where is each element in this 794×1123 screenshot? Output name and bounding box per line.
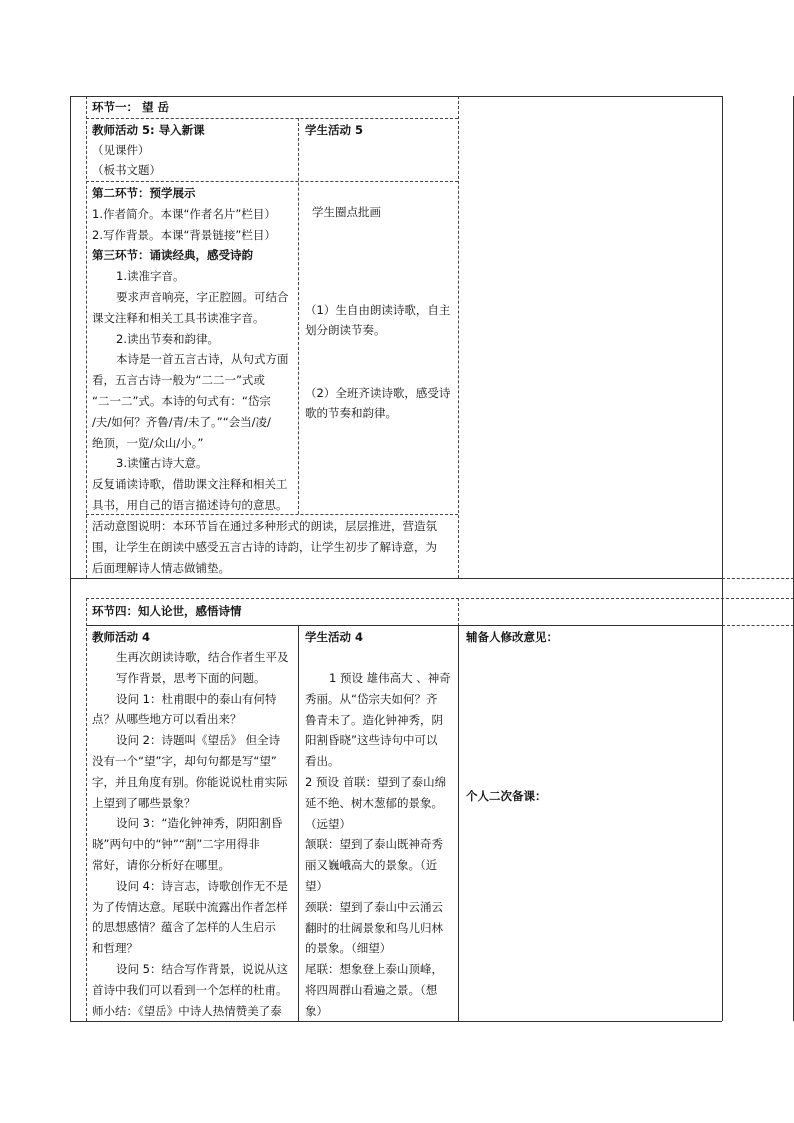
text-line: 尾联：想象登上泰山顶峰， bbox=[305, 962, 443, 977]
personal-prep-label: 个人二次备课： bbox=[466, 789, 547, 803]
text-line: 要求声音响亮，字正腔圆。可结合 bbox=[116, 289, 289, 304]
text-line: 的思想感情？蕴含了怎样的人生启示 bbox=[92, 920, 276, 935]
text-line: 秀丽。从“岱宗夫如何？齐 bbox=[305, 691, 438, 706]
text-line: 3.读懂古诗大意。 bbox=[116, 456, 208, 471]
text-line: 设问 3：“造化钟神秀，阴阳割昏 bbox=[116, 816, 283, 831]
text-line: 首诗中我们可以看到一个怎样的杜甫。 bbox=[92, 982, 288, 997]
inner-right-dash-4 bbox=[458, 598, 459, 626]
text-line: 生再次朗读诗歌，结合作者生平及 bbox=[116, 650, 289, 664]
text-line: 课文注释和相关工具书读准字音。 bbox=[92, 310, 265, 325]
dash-under-header1 bbox=[86, 118, 458, 119]
outer-left-border bbox=[70, 96, 71, 1021]
text-line: 字，并且角度有别。你能说说杜甫实际 bbox=[92, 774, 288, 789]
teacher-activity-5-title: 教师活动 5: 导入新课 bbox=[92, 123, 205, 137]
text-line: 望） bbox=[305, 878, 328, 893]
assistant-revision-label: 辅备人修改意见： bbox=[466, 630, 558, 644]
text-line: 设问 4：诗言志，诗歌创作无不是 bbox=[116, 878, 288, 893]
text-line: 为了传情达意。尾联中流露出作者怎样 bbox=[92, 899, 288, 914]
dash-above-header4 bbox=[86, 598, 794, 599]
text-line: 第二环节：预学展示 bbox=[92, 186, 196, 200]
text-line: 点？从哪些地方可以看出来？ bbox=[92, 712, 242, 727]
text-line: 鲁青未了。造化钟神秀，阴 bbox=[305, 712, 443, 727]
text-line: 常好，请你分析好在哪里。 bbox=[92, 857, 230, 872]
text-line: 晓”两句中的“钟”“割”二字用得非 bbox=[92, 837, 260, 852]
text-line: “二一二”式。本诗的句式有：“岱宗 bbox=[92, 393, 271, 408]
section4-header: 环节四：知人论世，感悟诗情 bbox=[92, 604, 242, 618]
text-line: 翻时的壮阔景象和鸟儿归林 bbox=[305, 920, 443, 935]
text-line: 颈联：望到了泰山中云涌云 bbox=[305, 899, 443, 914]
text-line: 1.读准字音。 bbox=[116, 269, 185, 284]
text-line: 1 预设 雄伟高大 、神奇 bbox=[329, 671, 451, 685]
text-line: 将四周群山看遍之景。（想 bbox=[305, 982, 438, 997]
text-line: 绝顶，一览/众山/小。” bbox=[92, 435, 204, 450]
text-line: 2.读出节奏和韵律。 bbox=[116, 331, 219, 346]
dash-after-intro bbox=[86, 181, 458, 182]
activity-intent bbox=[92, 516, 437, 579]
inner-right-dash bbox=[458, 96, 459, 578]
solid-under-header4 bbox=[86, 625, 722, 626]
text-line: 没有一个“望”字，却句句都是写“望” bbox=[92, 753, 277, 768]
text-line: 设问 1：杜甫眼中的泰山有何特 bbox=[116, 691, 277, 706]
student-activity-5-title: 学生活动 5 bbox=[305, 123, 364, 137]
text-line: 写作背景，思考下面的问题。 bbox=[116, 670, 266, 685]
student-answers-block bbox=[305, 668, 451, 1022]
text-line: 阳割昏晓”这些诗句中可以 bbox=[305, 733, 438, 748]
text-line: 象） bbox=[305, 1003, 328, 1018]
text-line: 看，五言古诗一般为“二二一”式或 bbox=[92, 373, 265, 388]
text-line: 延不绝、树木葱郁的景象。 bbox=[305, 795, 443, 810]
section-divider-ext bbox=[722, 578, 794, 579]
text-line: 设问 5：结合写作背景，说说从这 bbox=[116, 961, 288, 976]
dash-under-header4-ext bbox=[722, 625, 794, 626]
teacher-line: （见课件） bbox=[92, 143, 150, 157]
text-line: 2 预设 首联：望到了泰山绵 bbox=[305, 774, 447, 789]
text-line: /夫/如何？齐鲁/青/未了。”“会当/凌/ bbox=[92, 414, 271, 429]
student-activity-4-title: 学生活动 4 bbox=[305, 630, 364, 644]
intent-line: 活动意图说明：本环节旨在通过多种形式的朗读，层层推进，营造氛 bbox=[92, 519, 437, 533]
text-line: 师小结：《望岳》中诗人热情赞美了泰 bbox=[92, 1003, 282, 1018]
text-line: （远望） bbox=[305, 816, 351, 831]
col-divider-right bbox=[458, 625, 459, 1021]
student-reading-1: （1）生自由朗读诗歌，自主 bbox=[305, 303, 451, 317]
preview-reading-block bbox=[92, 183, 289, 516]
student-annotate: 学生圈点批画 bbox=[312, 205, 381, 219]
col-divider-top bbox=[298, 118, 299, 514]
intent-line: 围，让学生在朗读中感受五言古诗的诗韵，让学生初步了解诗意，为 bbox=[92, 540, 437, 554]
text-line: 和哲理？ bbox=[92, 941, 138, 956]
col-divider-bottom bbox=[298, 625, 299, 1021]
student-reading-1b: 划分朗读节奏。 bbox=[305, 323, 386, 337]
text-line: 2.写作背景。本课“背景链接”栏目） bbox=[92, 227, 276, 242]
text-line: 本诗是一首五言古诗，从句式方面 bbox=[116, 352, 289, 367]
teacher-questions-block bbox=[92, 647, 289, 1021]
text-line: 反复诵读诗歌，借助课文注释和相关工 bbox=[92, 477, 288, 492]
teacher-line: （板书文题） bbox=[92, 163, 161, 177]
text-line: 1.作者简介。本课“作者名片”栏目） bbox=[92, 206, 276, 221]
outer-right-border bbox=[722, 96, 723, 1021]
inner-left-dash bbox=[86, 96, 87, 578]
section1-header: 环节一： 望 岳 bbox=[92, 100, 170, 114]
text-line: 设问 2：诗题叫《望岳》 但全诗 bbox=[116, 733, 281, 748]
text-line: 丽又巍峨高大的景象。（近 bbox=[305, 858, 438, 873]
text-line: 第三环节：诵读经典，感受诗韵 bbox=[92, 248, 253, 263]
text-line: 颔联：望到了泰山既神奇秀 bbox=[305, 837, 443, 852]
text-line: 具书，用自己的语言描述诗句的意思。 bbox=[92, 497, 288, 512]
teacher-activity-4-title: 教师活动 4 bbox=[92, 630, 151, 644]
student-reading-2b: 歌的节奏和韵律。 bbox=[305, 406, 397, 420]
inner-left-dash-4 bbox=[86, 598, 87, 1021]
intent-line: 后面理解诗人情志做铺垫。 bbox=[92, 561, 230, 575]
text-line: 看出。 bbox=[305, 754, 340, 769]
text-line: 的景象。（细望） bbox=[305, 941, 392, 956]
student-reading-2: （2）全班齐读诗歌，感受诗 bbox=[305, 386, 451, 400]
text-line: 上望到了哪些景象？ bbox=[92, 795, 196, 810]
